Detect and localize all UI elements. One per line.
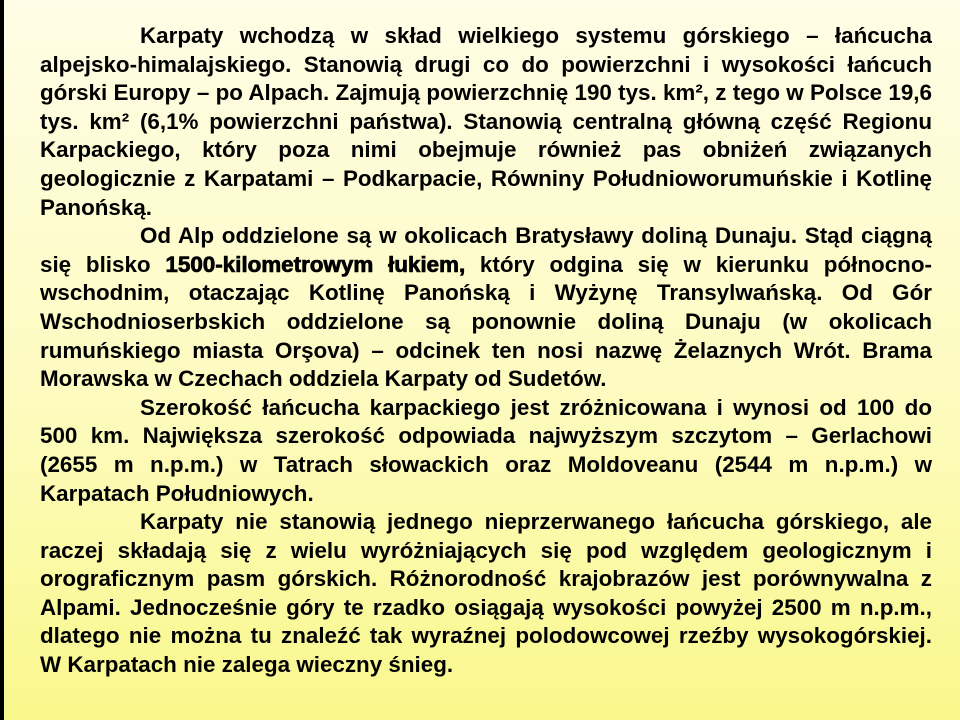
text-segment: który odgina się w kierunku północno-wschodnim, otaczając Kotlinę Panońską i Wyżynę Transylwańską. Od Gór Wschodnioserbskich oddzielone są ponownie doliną Dunaju (w okolicach rumuńskiego miasta Orşova) – odcinek ten nosi nazwę Żelaznych Wrót. Brama Morawska w Czechach oddziela Karpaty od Sudetów. — [40, 251, 932, 392]
paragraph — [40, 22, 932, 222]
slide-text-block — [40, 22, 932, 680]
paragraph — [40, 394, 932, 508]
text-segment: Od Alp oddzielone są w okolicach Bratysławy doliną Dunaju. Stąd ciągną się blisko — [40, 223, 932, 277]
text-segment: Karpaty wchodzą w skład wielkiego systemu górskiego – łańcucha alpejsko-himalajskiego. Stanowią drugi co do powierzchni i wysokości łańcuch górski Europy – po Alpach. Zajmują powierzchnię 190 tys. km², z tego w Polsce 19,6 tys. km² (6,1% powierzchni państwa). Stanowią centralną główną część Regionu Karpackiego, który poza nimi obejmuje również pas obniżeń związanych geologicznie z Karpatami – Podkarpacie, Równiny Południoworumuńskie i Kotlinę Panońską. — [40, 23, 932, 220]
paragraph — [40, 222, 932, 394]
emphasized-text-segment: 1500-kilometrowym łukiem, — [165, 251, 466, 277]
slide-left-border — [0, 0, 4, 720]
text-segment: Szerokość łańcucha karpackiego jest zróżnicowana i wynosi od 100 do 500 km. Największa szerokość odpowiada najwyższym szczytom – Gerlachowi (2655 m n.p.m.) w Tatrach słowackich oraz Moldoveanu (2544 m n.p.m.) w Karpatach Południowych. — [40, 394, 932, 506]
paragraph — [40, 508, 932, 680]
text-segment: Karpaty nie stanowią jednego nieprzerwanego łańcucha górskiego, ale raczej składają się z wielu wyróżniających się pod względem geologicznym i orograficznym pasm górskich. Różnorodność krajobrazów jest porównywalna z Alpami. Jednocześnie góry te rzadko osiągają wysokości powyżej 2500 m n.p.m., dlatego nie można tu znaleźć tak wyraźnej polodowcowej rzeźby wysokogórskiej. W Karpatach nie zalega wieczny śnieg. — [40, 509, 932, 678]
